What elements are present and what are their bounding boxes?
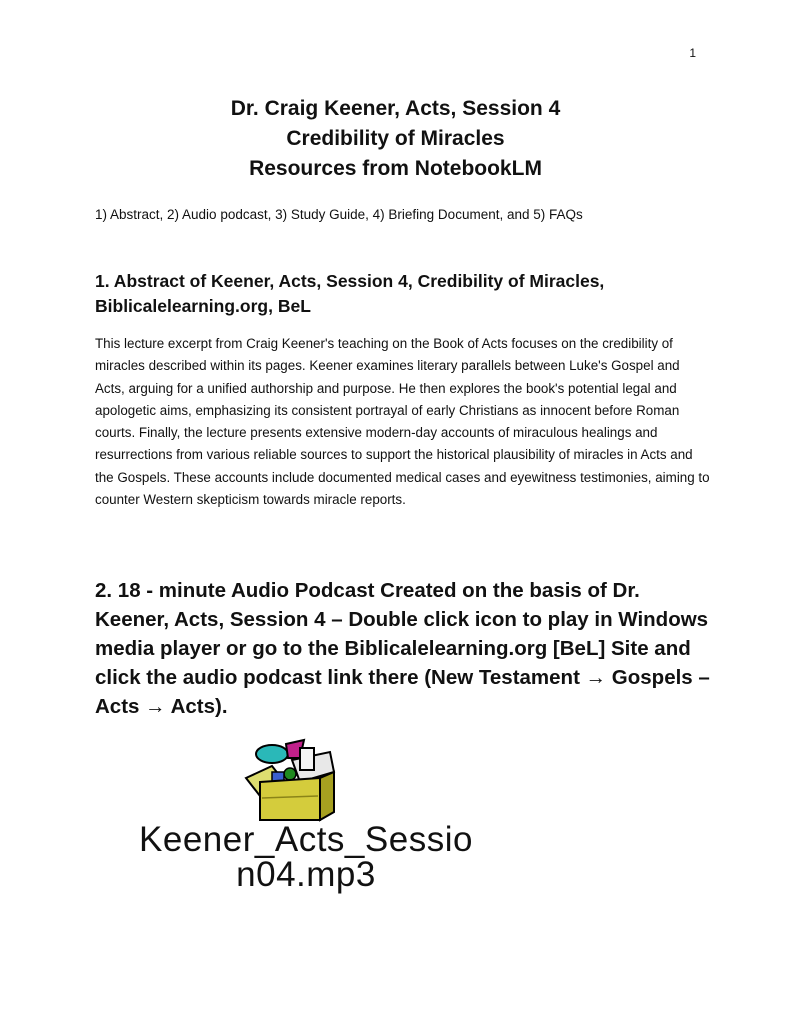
file-name-line-1: Keener_Acts_Sessio	[139, 820, 473, 859]
podcast-heading-text-3: Acts).	[165, 695, 228, 718]
arrow-icon: →	[145, 695, 166, 718]
title-line-2: Credibility of Miracles	[286, 127, 505, 150]
title-line-1: Dr. Craig Keener, Acts, Session 4	[230, 97, 561, 120]
document-title	[0, 94, 791, 184]
page-number: 1	[689, 46, 696, 60]
package-icon[interactable]	[242, 738, 338, 822]
resource-list: 1) Abstract, 2) Audio podcast, 3) Study Guide, 4) Briefing Document, and 5) FAQs	[95, 207, 583, 222]
title-line-3: Resources from NotebookLM	[249, 157, 542, 180]
podcast-heading-text-1: 2. 18 - minute Audio Podcast Created on the basis of Dr. Keener, Acts, Session 4 – Double click icon to play in Windows media player or go to the Biblicalelearning.org [BeL] Site and click the audio podcast link there (New Testament	[95, 579, 709, 689]
podcast-heading	[95, 576, 715, 721]
podcast-heading-text-2: Gospels – Acts	[95, 666, 710, 718]
audio-file-label[interactable]	[96, 822, 516, 892]
abstract-body: This lecture excerpt from Craig Keener's teaching on the Book of Acts focuses on the credibility of miracles described within its pages. Keener examines literary parallels between Luke's Gospel and Acts, arguing for a unified authorship and purpose. He then explores the book's potential legal and apologetic aims, emphasizing its consistent portrayal of early Christians as innocent before Roman courts. Finally, the lecture presents extensive modern-day accounts of miraculous healings and resurrections from various reliable sources to support the historical plausibility of miracles in Acts and the Gospels. These accounts include documented medical cases and eyewitness testimonies, aiming to counter Western skepticism towards miracle reports.	[95, 336, 710, 508]
file-name-line-2: n04.mp3	[236, 855, 376, 894]
arrow-icon: →	[585, 666, 607, 689]
abstract-heading: 1. Abstract of Keener, Acts, Session 4, Credibility of Miracles, Biblicalelearning.org, BeL	[95, 271, 605, 316]
